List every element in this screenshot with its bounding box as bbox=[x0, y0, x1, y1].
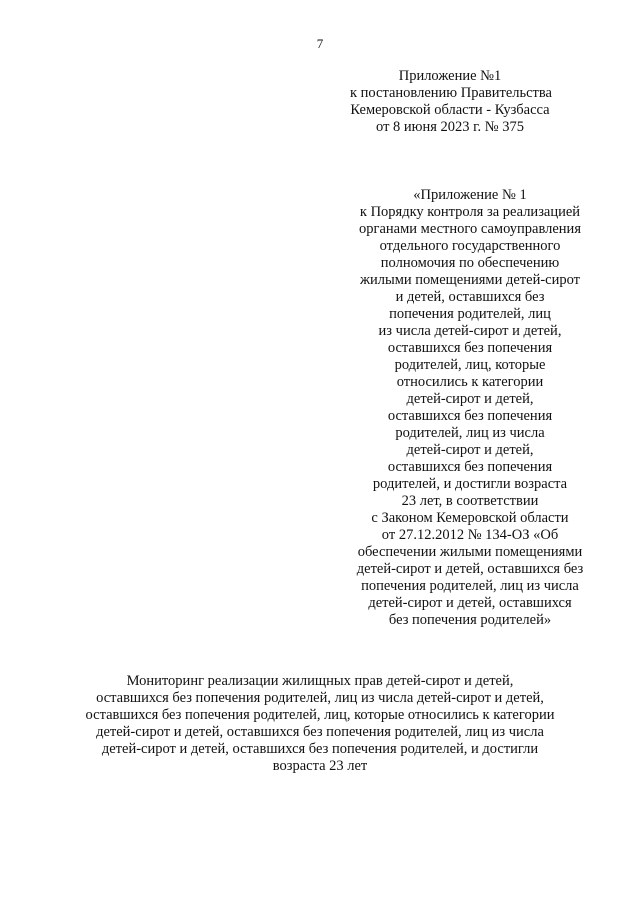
appendix-header-line: Приложение №1 bbox=[398, 68, 502, 84]
document-title-line: детей-сирот и детей, оставшихся без попечения родителей, и достигли bbox=[101, 741, 539, 757]
appendix-quote-line: оставшихся без попечения bbox=[387, 340, 553, 356]
document-title-line: оставшихся без попечения родителей, лиц из числа детей-сирот и детей, bbox=[96, 690, 544, 706]
appendix-header-line: к постановлению Правительства bbox=[350, 85, 552, 101]
appendix-quote-line: полномочия по обеспечению bbox=[380, 255, 560, 271]
appendix-quote-line: с Законом Кемеровской области bbox=[371, 510, 569, 526]
appendix-quote-line: отдельного государственного bbox=[379, 238, 561, 254]
appendix-quote-line: детей-сирот и детей, оставшихся без bbox=[356, 561, 584, 577]
appendix-quote-line: относились к категории bbox=[396, 374, 544, 390]
document-title-line: оставшихся без попечения родителей, лиц, которые относились к категории bbox=[85, 707, 555, 723]
appendix-quote-line: к Порядку контроля за реализацией bbox=[359, 204, 581, 220]
appendix-quote-line: от 27.12.2012 № 134-ОЗ «Об bbox=[381, 527, 559, 543]
appendix-header-line: от 8 июня 2023 г. № 375 bbox=[376, 119, 524, 135]
appendix-quote-line: оставшихся без попечения bbox=[387, 408, 553, 424]
appendix-quote-line: детей-сирот и детей, bbox=[406, 442, 534, 458]
document-title-line: возраста 23 лет bbox=[272, 758, 368, 774]
document-title-line: Мониторинг реализации жилищных прав детей-сирот и детей, bbox=[126, 673, 514, 689]
page-number: 7 bbox=[316, 36, 324, 51]
appendix-quote-line: попечения родителей, лиц bbox=[389, 306, 551, 322]
appendix-quote-line: попечения родителей, лиц из числа bbox=[361, 578, 579, 594]
appendix-header-line: Кемеровской области - Кузбасса bbox=[350, 102, 550, 118]
appendix-quote-line: оставшихся без попечения bbox=[387, 459, 553, 475]
appendix-quote-line: родителей, лиц из числа bbox=[395, 425, 545, 441]
appendix-quote-line: и детей, оставшихся без bbox=[395, 289, 545, 305]
appendix-quote-line: жилыми помещениями детей-сирот bbox=[359, 272, 581, 288]
appendix-quote-line: органами местного самоуправления bbox=[359, 221, 581, 237]
appendix-quote-line: родителей, лиц, которые bbox=[394, 357, 546, 373]
appendix-header bbox=[350, 68, 550, 136]
appendix-quote-line: родителей, и достигли возраста bbox=[372, 476, 568, 492]
document-title-line: детей-сирот и детей, оставшихся без попечения родителей, лиц из числа bbox=[96, 724, 544, 740]
appendix-quote-line: детей-сирот и детей, оставшихся bbox=[368, 595, 572, 611]
appendix-quote-line: обеспечении жилыми помещениями bbox=[357, 544, 583, 560]
appendix-quote-line: «Приложение № 1 bbox=[413, 187, 527, 203]
appendix-quote bbox=[335, 187, 605, 629]
appendix-quote-line: без попечения родителей» bbox=[388, 612, 552, 628]
document-title bbox=[40, 673, 600, 775]
appendix-quote-line: из числа детей-сирот и детей, bbox=[378, 323, 562, 339]
appendix-quote-line: 23 лет, в соответствии bbox=[401, 493, 539, 509]
appendix-quote-line: детей-сирот и детей, bbox=[406, 391, 534, 407]
